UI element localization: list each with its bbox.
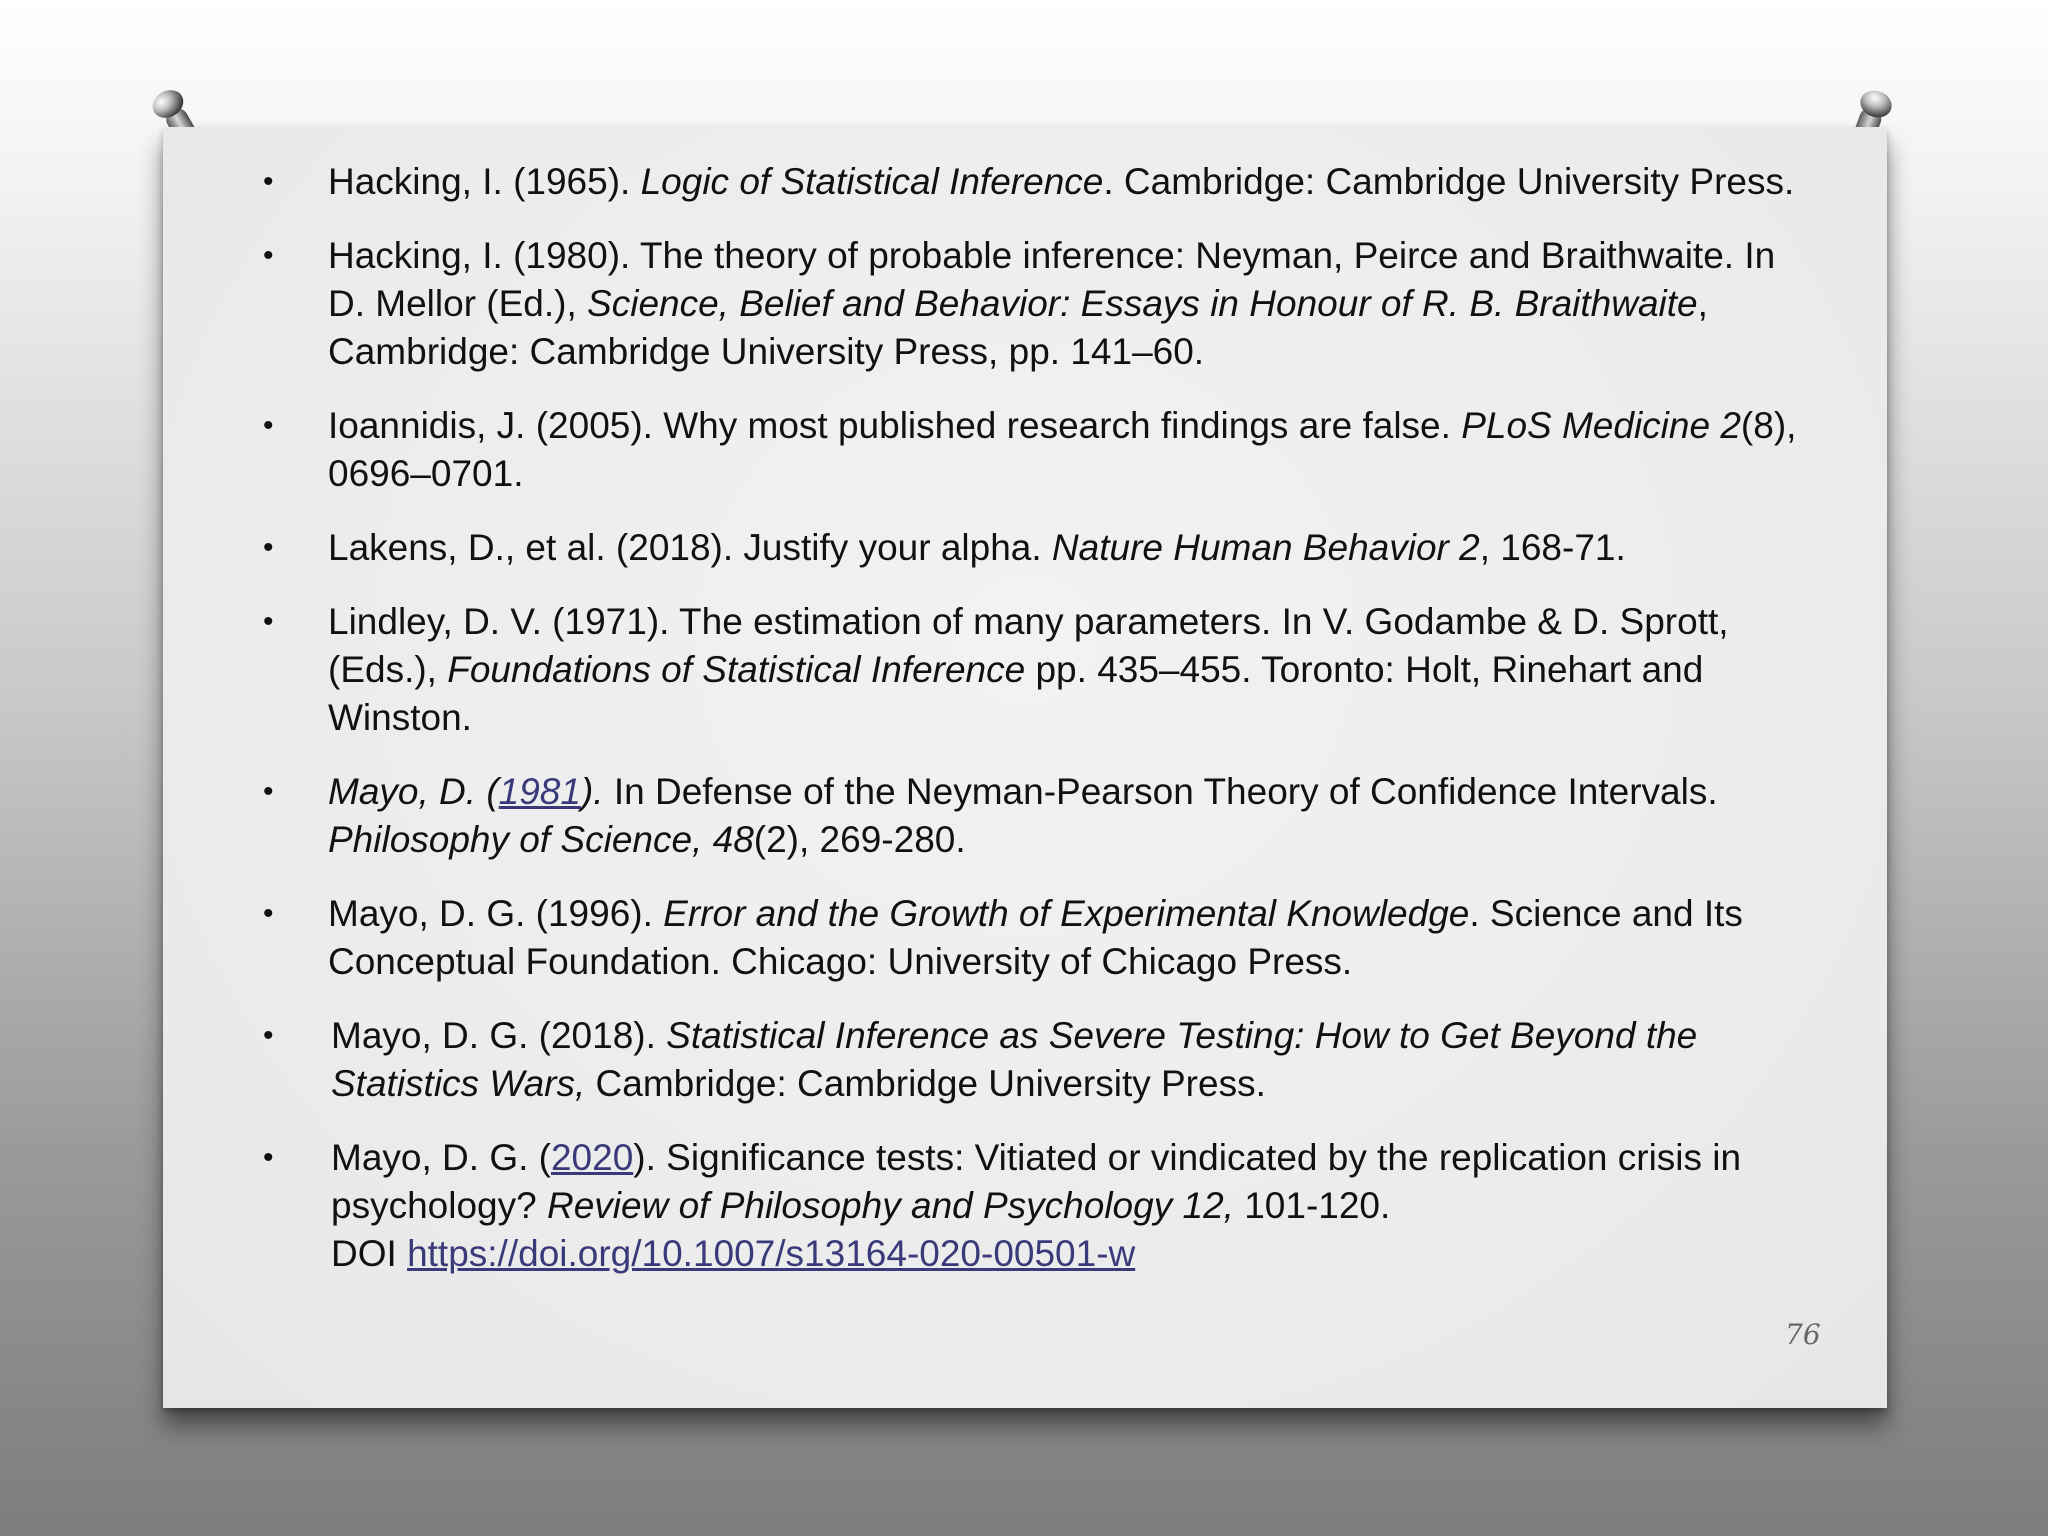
reference-title: Logic of Statistical Inference xyxy=(640,161,1104,202)
reference-journal: Philosophy of Science, 48 xyxy=(328,819,754,860)
bullet: • xyxy=(263,409,274,442)
year-link-2020[interactable]: 2020 xyxy=(550,1137,634,1178)
reference-journal: PLoS Medicine 2 xyxy=(1461,405,1741,446)
reference-title: Foundations of Statistical Inference xyxy=(447,649,1026,690)
bullet: • xyxy=(263,531,274,564)
list-item: • Mayo, D. G. (1996). Error and the Growth of Experimental Knowledge. Science and Its Conceptual Foundation. Chicago: University of Chicago Press. xyxy=(263,890,1803,986)
bullet: • xyxy=(263,897,274,930)
reference-journal: Review of Philosophy and Psychology 12, xyxy=(546,1185,1234,1226)
list-item: • Mayo, D. (1981). In Defense of the Neyman-Pearson Theory of Confidence Intervals. Philosophy of Science, 48(2), 269-280. xyxy=(263,768,1803,864)
reference-list xyxy=(263,158,1803,1304)
bullet: • xyxy=(263,775,274,808)
list-item: • Lindley, D. V. (1971). The estimation of many parameters. In V. Godambe & D. Sprott, (Eds.), Foundations of Statistical Inference pp. 435–455. Toronto: Holt, Rinehart and Winston. xyxy=(263,598,1803,742)
reference-title: Science, Belief and Behavior: Essays in Honour of R. B. Braithwaite xyxy=(587,283,1698,324)
doi-link[interactable]: https://doi.org/10.1007/s13164-020-00501-w xyxy=(407,1233,1136,1274)
list-item: • Hacking, I. (1980). The theory of probable inference: Neyman, Peirce and Braithwaite. In D. Mellor (Ed.), Science, Belief and Behavior: Essays in Honour of R. B. Braithwaite, Cambridge: Cambridge University Press, pp. 141–60. xyxy=(263,232,1803,376)
list-item: • Ioannidis, J. (2005). Why most published research findings are false. PLoS Medicine 2(8), 0696–0701. xyxy=(263,402,1803,498)
bullet: • xyxy=(263,239,274,272)
reference-journal: Nature Human Behavior 2 xyxy=(1051,527,1480,568)
bullet: • xyxy=(263,1019,274,1052)
year-link-1981[interactable]: 1981 xyxy=(498,771,581,812)
list-item: • Mayo, D. G. (2018). Statistical Inference as Severe Testing: How to Get Beyond the Statistics Wars, Cambridge: Cambridge University Press. xyxy=(263,1012,1803,1108)
list-item: • Lakens, D., et al. (2018). Justify your alpha. Nature Human Behavior 2, 168-71. xyxy=(263,524,1803,572)
reference-title: Statistical Inference as Severe Testing: How to Get Beyond the Statistics Wars, xyxy=(331,1015,1698,1104)
page-number: 76 xyxy=(1785,1318,1821,1351)
bullet: • xyxy=(263,605,274,638)
bullet: • xyxy=(263,1141,274,1174)
bullet: • xyxy=(263,165,274,198)
reference-title: Error and the Growth of Experimental Knowledge xyxy=(663,893,1470,934)
list-item: • Hacking, I. (1965). Logic of Statistical Inference. Cambridge: Cambridge University Press. xyxy=(263,158,1803,206)
list-item: • Mayo, D. G. (2020). Significance tests: Vitiated or vindicated by the replication crisis in psychology? Review of Philosophy and Psychology 12, 101-120. DOI https://doi.org/10.1007/s13164-020-00501-w xyxy=(263,1134,1803,1278)
